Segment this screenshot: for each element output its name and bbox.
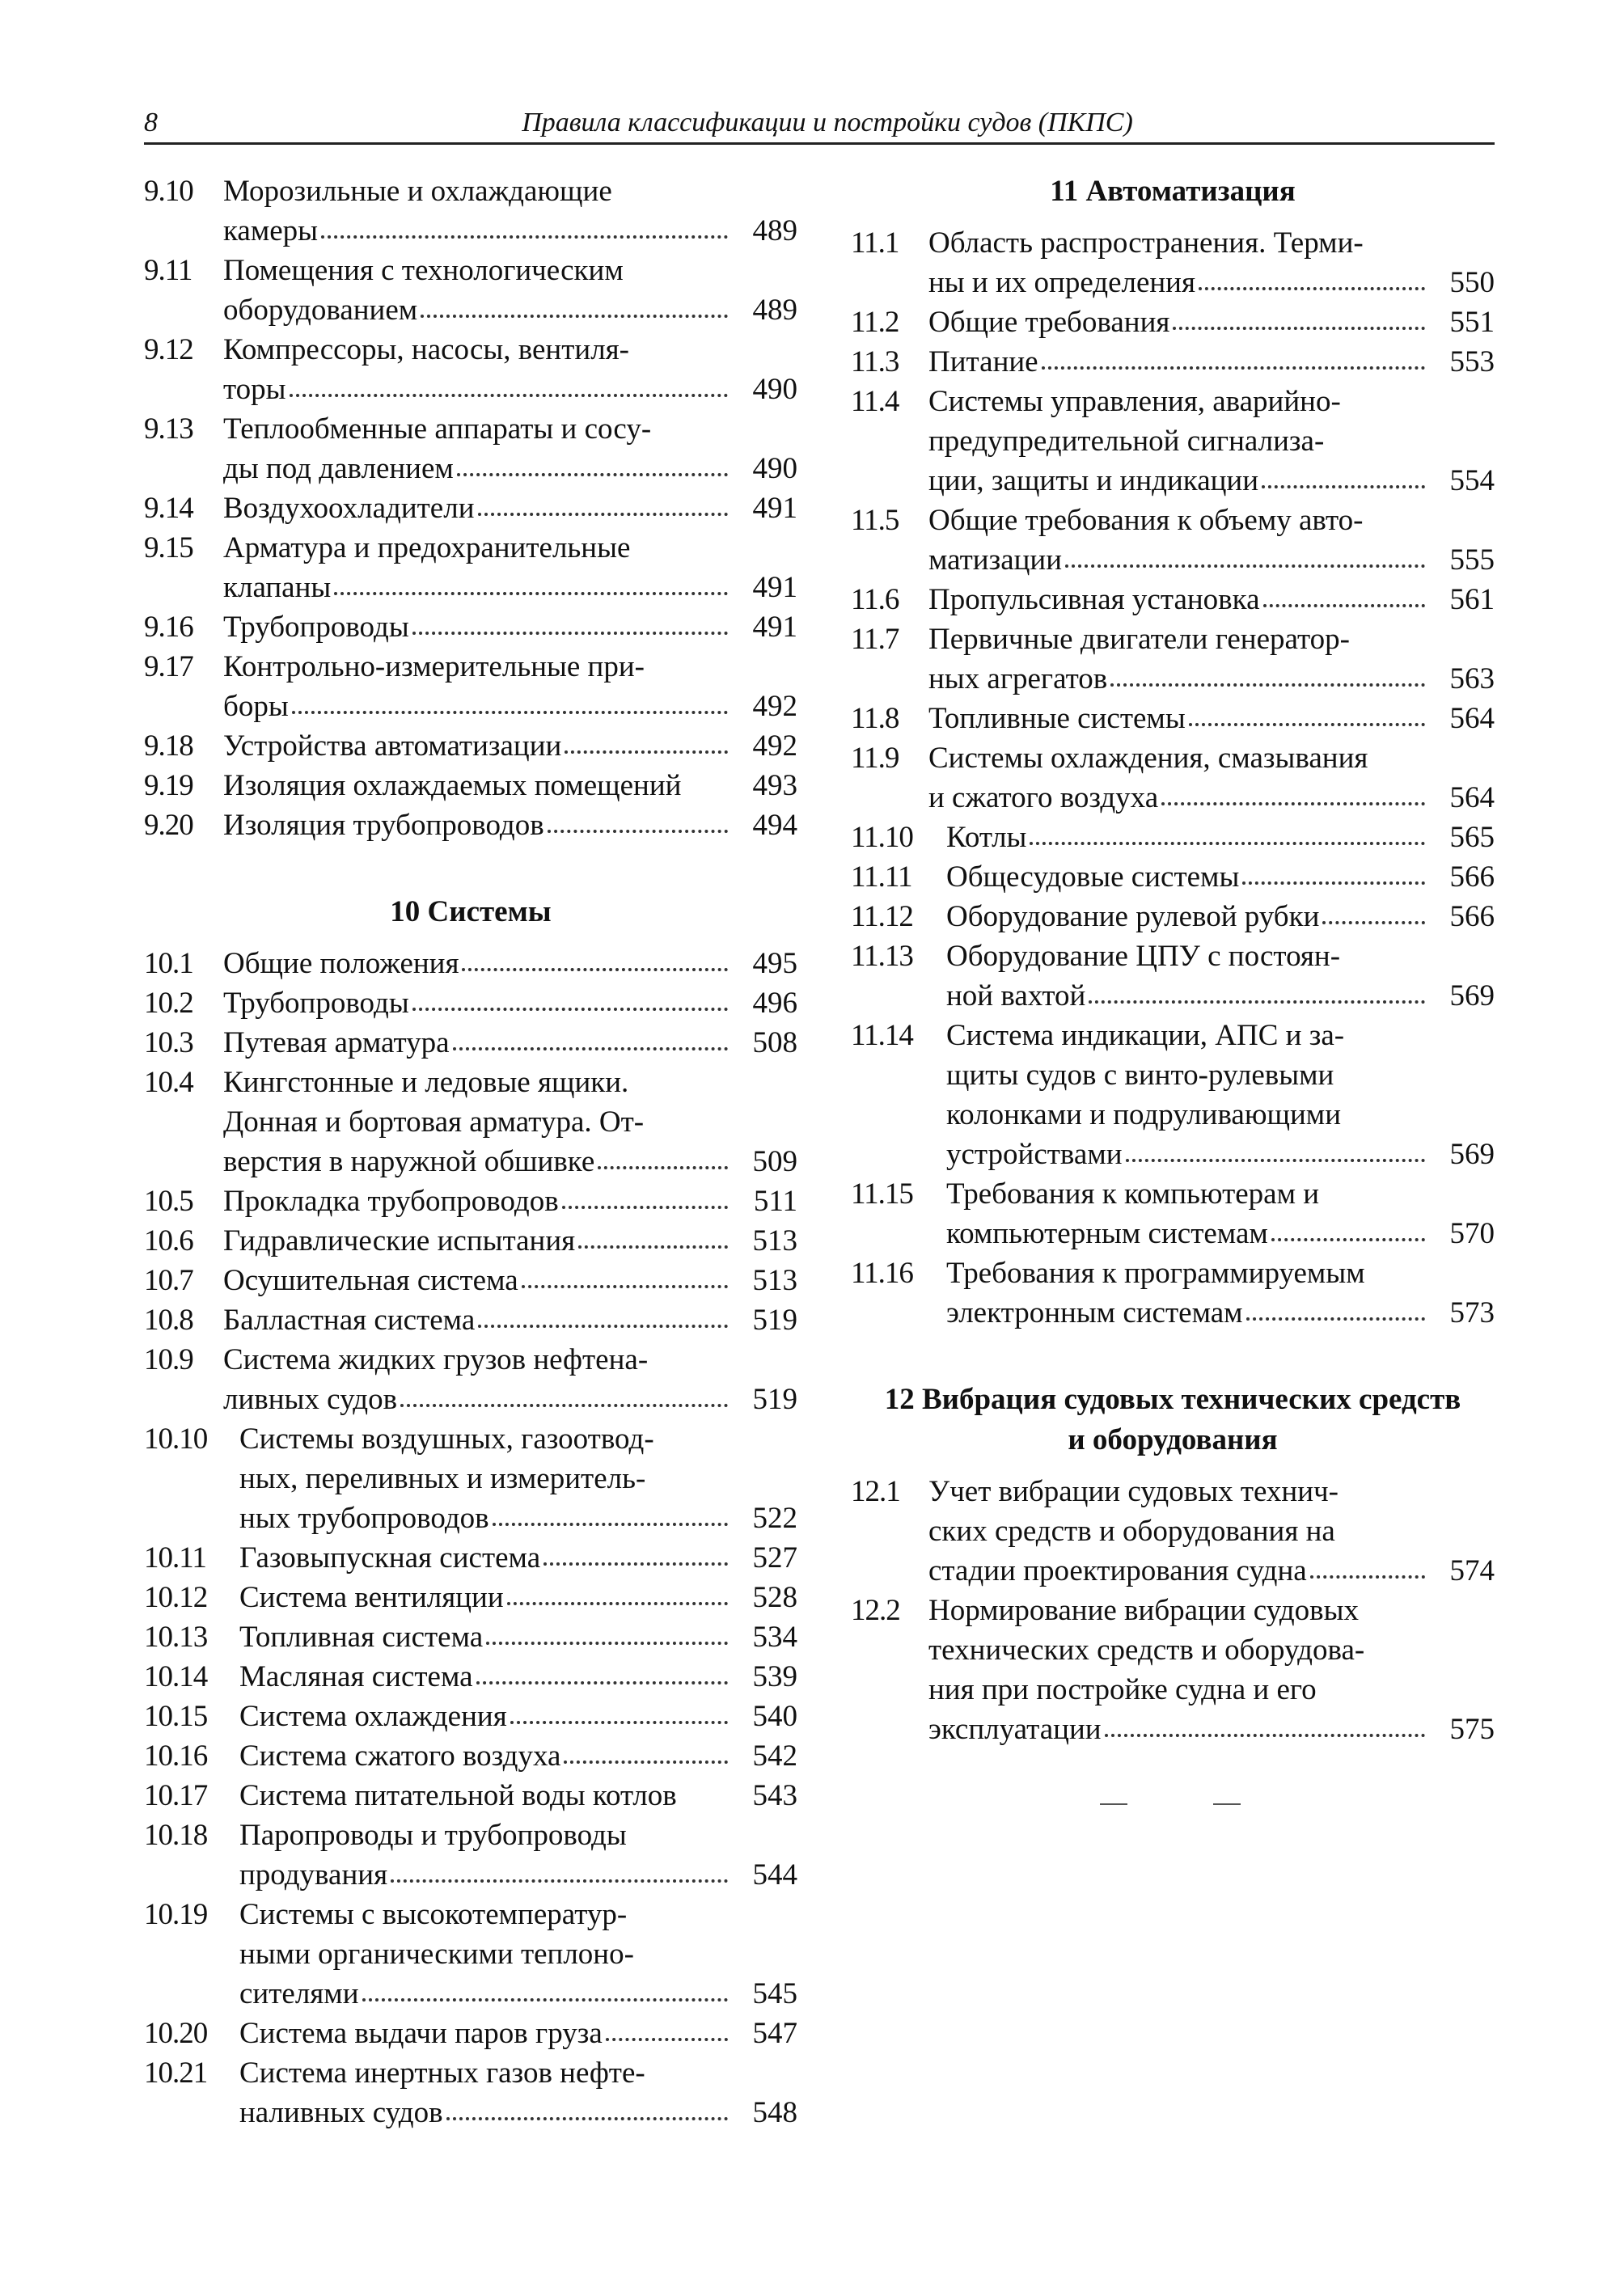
toc-entry [144,1419,797,1538]
toc-entry-page: 489 [752,294,797,327]
toc-entry-page: 561 [1449,583,1495,616]
toc-entry-number: 10.21 [144,2056,208,2090]
toc-entry-title-line: Система питательной воды котлов [239,1779,677,1812]
toc-entry-title-line: Помещения с технологическим [223,254,624,287]
toc-entry [144,171,797,251]
toc-entry-title-line: устройствами [946,1138,1123,1171]
toc-entry-page: 494 [752,809,797,842]
toc-entry [144,607,797,647]
toc-entry-title-line: клапаны [223,571,332,604]
toc-entry [144,1300,797,1340]
toc-entry-title-line: Требования к компьютерам и [946,1177,1320,1211]
toc-entry-page: 491 [752,492,797,525]
dot-leader [462,962,728,971]
toc-entry [144,726,797,766]
dot-leader [1042,360,1425,370]
dot-leader [478,1318,728,1328]
dot-leader [1199,281,1425,290]
toc-entry-title-line: ливных судов [223,1383,398,1416]
toc-entry-title-line: Котлы [946,821,1027,854]
toc-entry [144,1736,797,1776]
toc-entry-title-line: эксплуатации [928,1713,1102,1746]
dot-leader [680,1797,728,1803]
toc-entry [144,1815,797,1895]
toc-entry [851,580,1495,619]
toc-entry-page: 566 [1449,900,1495,933]
toc-entry-number: 10.6 [144,1224,193,1258]
toc-entry-number: 10.11 [144,1541,206,1575]
toc-entry-title-line: электронным системам [946,1296,1243,1329]
toc-entry-number: 11.11 [851,860,912,894]
toc-entry-title-line: Пропульсивная установка [928,583,1260,616]
dot-leader [1246,1311,1425,1321]
toc-entry-page: 540 [752,1700,797,1733]
end-mark [1100,1803,1245,1811]
toc-entry-title-line: Воздухоохладители [223,492,475,525]
toc-entry [144,1261,797,1300]
toc-list-section-11 [851,223,1495,1333]
toc-entry-title-line: Системы управления, аварийно- [928,385,1341,418]
toc-entry [851,382,1495,501]
toc-entry-title-line: Системы с высокотемператур- [239,1898,628,1931]
toc-entry [144,1063,797,1181]
toc-entry-number: 10.1 [144,947,193,980]
toc-entry-title-line: Газовыпускная система [239,1541,541,1575]
toc-entry-title-line: сителями [239,1977,359,2010]
toc-entry-title-line: Изоляция охлаждаемых помещений [223,769,682,802]
toc-entry-title-line: Система сжатого воздуха [239,1739,561,1773]
toc-entry-title-line: Балластная система [223,1304,476,1337]
toc-entry [144,1776,797,1815]
toc-entry-page: 570 [1449,1217,1495,1250]
toc-entry-title-line: Учет вибрации судовых технич- [928,1475,1339,1508]
toc-entry-page: 545 [752,1977,797,2010]
toc-entry-number: 9.16 [144,611,193,644]
toc-entry [144,2053,797,2132]
toc-entry-number: 11.1 [851,226,899,260]
dot-leader [1242,875,1425,885]
dot-leader [486,1635,728,1645]
toc-entry [851,342,1495,382]
toc-entry-number: 11.13 [851,940,913,973]
dot-leader [1322,915,1425,924]
toc-entry [144,983,797,1023]
dot-leader [1089,994,1425,1004]
toc-entry [144,1221,797,1261]
toc-entry-number: 10.17 [144,1779,208,1812]
toc-entry-number: 10.18 [144,1819,208,1852]
dot-leader [1189,716,1425,726]
toc-entry-title-line: Оборудование рулевой рубки [946,900,1320,933]
dot-leader [1173,320,1425,330]
section-12-title [851,1380,1495,1460]
toc-entry [144,251,797,330]
toc-entry-page: 564 [1449,702,1495,735]
toc-entry [851,619,1495,699]
toc-entry [851,1174,1495,1253]
dot-leader [412,625,728,635]
toc-entry [144,1181,797,1221]
toc-entry-page: 513 [752,1224,797,1258]
section-11-title: 11 Автоматизация [1050,175,1296,208]
toc-entry-page: 496 [752,987,797,1020]
dot-leader [1263,598,1426,607]
toc-entry-page: 564 [1449,781,1495,814]
toc-entry [144,1578,797,1617]
running-title: Правила классификации и постройки судов (ПКПС) [522,108,1133,137]
toc-entry-title-line: Изоляция трубопроводов [223,809,544,842]
toc-list-section-12 [851,1472,1495,1749]
toc-entry-title-line: боры [223,690,289,723]
toc-entry-number: 11.10 [851,821,913,854]
toc-entry-number: 10.7 [144,1264,193,1297]
toc-entry-title-line: Первичные двигатели генератор- [928,623,1350,656]
toc-entry-page: 553 [1449,345,1495,378]
toc-entry-number: 9.20 [144,809,193,842]
dot-leader [334,585,728,595]
toc-entry-title-line: ных трубопроводов [239,1502,489,1535]
toc-entry-title-line: ских средств и оборудования на [928,1515,1335,1548]
dot-leader [510,1714,728,1724]
toc-entry-title-line: Питание [928,345,1038,378]
toc-entry-title-line: Общесудовые системы [946,860,1240,894]
toc-entry-number: 10.9 [144,1343,193,1376]
toc-entry-number: 9.12 [144,333,193,366]
toc-entry-title-line: оборудованием [223,294,418,327]
toc-entry-page: 492 [752,729,797,763]
toc-entry-page: 534 [752,1621,797,1654]
toc-entry [144,805,797,845]
toc-entry-title-line: наливных судов [239,2096,443,2129]
toc-entry [851,1253,1495,1333]
toc-entry-page: 495 [752,947,797,980]
toc-entry-page: 519 [752,1383,797,1416]
toc-entry-page: 509 [752,1145,797,1178]
dot-leader [1030,835,1425,845]
toc-entry-title-line: Система вентиляции [239,1581,504,1614]
toc-entry-page: 513 [752,1264,797,1297]
toc-entry-number: 10.4 [144,1066,193,1099]
toc-entry [851,738,1495,818]
toc-entry-title-line: Контрольно-измерительные при- [223,650,645,683]
toc-entry-title-line: Область распространения. Терми- [928,226,1364,260]
toc-entry-title-line: Паропроводы и трубопроводы [239,1819,627,1852]
toc-entry-page: 574 [1449,1554,1495,1587]
toc-entry-title-line: Путевая арматура [223,1026,450,1059]
dot-leader [565,744,728,754]
toc-entry-page: 491 [752,611,797,644]
toc-entry-title-line: Трубопроводы [223,611,409,644]
toc-entry-number: 12.1 [851,1475,900,1508]
toc-entry [144,1340,797,1419]
dot-leader [684,787,728,793]
toc-entry [144,1023,797,1063]
dot-leader [493,1516,728,1526]
toc-entry [144,330,797,409]
dot-leader [598,1160,728,1169]
toc-entry [851,857,1495,897]
toc-entry-page: 565 [1449,821,1495,854]
dot-leader [606,2031,728,2041]
toc-entry [144,766,797,805]
toc-entry-title-line: Топливная система [239,1621,484,1654]
toc-entry-title-line: ных, переливных и измеритель- [239,1462,646,1495]
toc-entry-title-line: Нормирование вибрации судовых [928,1594,1359,1627]
toc-entry-page: 550 [1449,266,1495,299]
toc-entry [144,1657,797,1697]
dot-leader [362,1992,728,2001]
running-header [144,104,1495,145]
toc-entry-number: 10.14 [144,1660,208,1693]
toc-entry [144,488,797,528]
toc-entry-number: 10.15 [144,1700,208,1733]
toc-entry-title-line: продувания [239,1858,388,1892]
toc-entry-page: 490 [752,452,797,485]
toc-entry-title-line: торы [223,373,286,406]
right-column [851,171,1495,1749]
toc-entry [851,936,1495,1016]
toc-entry-title-line: Требования к программируемым [946,1257,1365,1290]
toc-entry-number: 11.4 [851,385,899,418]
toc-entry-number: 9.11 [144,254,192,287]
toc-entry [851,1472,1495,1591]
toc-entry-title-line: Осушительная система [223,1264,518,1297]
dot-leader [1065,558,1425,568]
section-10-title: 10 Системы [390,895,552,928]
toc-entry-title-line: верстия в наружной обшивке [223,1145,595,1178]
toc-entry-title-line: Общие положения [223,947,459,980]
toc-entry-title-line: Общие требования к объему авто- [928,504,1364,537]
toc-entry-number: 10.13 [144,1621,208,1654]
toc-entry-number: 9.19 [144,769,193,802]
toc-entry [144,1617,797,1657]
toc-entry-number: 11.12 [851,900,913,933]
toc-entry-page: 551 [1449,306,1495,339]
toc-entry-number: 10.10 [144,1422,208,1456]
toc-entry [144,944,797,983]
toc-entry-title-line: ны и их определения [928,266,1196,299]
toc-entry-number: 11.7 [851,623,899,656]
toc-entry-number: 12.2 [851,1594,900,1627]
toc-entry-number: 10.3 [144,1026,193,1059]
dot-leader [507,1596,728,1605]
toc-entry-title-line: ния при постройке судна и его [928,1673,1317,1706]
toc-entry-number: 9.10 [144,175,193,208]
dot-leader [578,1239,728,1249]
toc-entry-number: 11.5 [851,504,899,537]
dot-leader [548,823,728,833]
toc-entry-page: 542 [752,1739,797,1773]
toc-entry-number: 11.16 [851,1257,913,1290]
toc-entry [851,223,1495,302]
toc-entry [144,1697,797,1736]
toc-entry-page: 490 [752,373,797,406]
toc-entry-page: 563 [1449,662,1495,695]
toc-list-section-9 [144,171,797,845]
toc-entry-number: 10.5 [144,1185,193,1218]
toc-entry-title-line: Общие требования [928,306,1170,339]
toc-entry-page: 543 [752,1779,797,1812]
toc-entry-title-line: компьютерным системам [946,1217,1268,1250]
toc-entry [144,2014,797,2053]
toc-entry [851,1591,1495,1749]
toc-entry-number: 11.3 [851,345,899,378]
toc-entry-page: 555 [1449,543,1495,577]
toc-entry-page: 566 [1449,860,1495,894]
section-12-title-line-1: 12 Вибрация судовых технических средств [884,1383,1461,1416]
toc-entry [851,897,1495,936]
toc-entry-page: 554 [1449,464,1495,497]
toc-entry-page: 493 [752,769,797,802]
toc-entry-title-line: камеры [223,214,319,247]
toc-entry-page: 539 [752,1660,797,1693]
dot-leader [457,467,728,476]
toc-entry-title-line: технических средств и оборудова- [928,1634,1365,1667]
toc-entry-number: 11.8 [851,702,899,735]
toc-entry-title-line: Арматура и предохранительные [223,531,631,564]
toc-entry-page: 575 [1449,1713,1495,1746]
left-column [144,171,797,2132]
dot-leader [1161,796,1425,805]
toc-entry-title-line: Системы охлаждения, смазывания [928,742,1368,775]
dot-leader [412,1001,728,1011]
toc-entry-title-line: колонками и подруливающими [946,1098,1341,1131]
toc-entry-number: 9.17 [144,650,193,683]
toc-entry [144,409,797,488]
toc-entry-page: 573 [1449,1296,1495,1329]
toc-entry-title-line: Система индикации, АПС и за- [946,1019,1345,1052]
toc-entry-page: 569 [1449,979,1495,1012]
dot-leader [476,1675,728,1684]
toc-list-section-10 [144,944,797,2132]
toc-entry-page: 491 [752,571,797,604]
toc-entry-number: 10.16 [144,1739,208,1773]
toc-entry-title-line: Трубопроводы [223,987,409,1020]
toc-entry-title-line: Система выдачи паров груза [239,2017,603,2050]
toc-entry-title-line: Оборудование ЦПУ с постоян- [946,940,1341,973]
toc-entry-page: 544 [752,1858,797,1892]
toc-entry-number: 10.12 [144,1581,208,1614]
toc-entry-number: 11.2 [851,306,899,339]
toc-entry-number: 10.19 [144,1898,208,1931]
dot-leader [1310,1569,1425,1579]
toc-entry-page: 508 [752,1026,797,1059]
dot-leader [1105,1727,1425,1737]
toc-entry-page: 547 [752,2017,797,2050]
toc-entry-title-line: ной вахтой [946,979,1086,1012]
page-number: 8 [144,108,158,137]
toc-entry-page: 519 [752,1304,797,1337]
dot-leader [478,506,729,516]
toc-entry [851,501,1495,580]
toc-entry-page: 492 [752,690,797,723]
dot-leader [446,2111,728,2120]
dot-leader [1262,479,1425,488]
dot-leader [1110,677,1425,687]
toc-entry-title-line: Кингстонные и ледовые ящики. [223,1066,629,1099]
toc-entry [144,1538,797,1578]
toc-entry-title-line: матизации [928,543,1063,577]
toc-entry [851,699,1495,738]
dot-leader [564,1754,728,1764]
toc-entry-title-line: Системы воздушных, газоотвод- [239,1422,654,1456]
toc-entry-title-line: щиты судов с винто-рулевыми [946,1059,1334,1092]
toc-entry-title-line: Компрессоры, насосы, вентиля- [223,333,629,366]
toc-entry-title-line: ды под давлением [223,452,454,485]
toc-entry-title-line: Топливные системы [928,702,1186,735]
dot-leader [400,1397,728,1407]
toc-entry-number: 9.15 [144,531,193,564]
toc-entry-number: 10.20 [144,2017,208,2050]
toc-entry-number: 10.8 [144,1304,193,1337]
dot-leader [421,308,728,318]
toc-entry-number: 9.13 [144,412,193,446]
toc-entry-number: 11.15 [851,1177,913,1211]
dot-leader [543,1556,728,1566]
dot-leader [453,1041,728,1050]
toc-entry-title-line: Система инертных газов нефте- [239,2056,645,2090]
toc-entry-title-line: предупредительной сигнализа- [928,425,1325,458]
toc-entry-title-line: Устройства автоматизации [223,729,562,763]
toc-entry-title-line: ными органическими теплоно- [239,1938,634,1971]
toc-entry-page: 489 [752,214,797,247]
dot-leader [522,1279,728,1288]
toc-entry-title-line: Прокладка трубопроводов [223,1185,559,1218]
toc-entry-page: 511 [753,1185,797,1218]
toc-entry-title-line: Гидравлические испытания [223,1224,576,1258]
toc-entry [144,1895,797,2014]
toc-entry-number: 11.9 [851,742,899,775]
toc-entry-title-line: стадии проектирования судна [928,1554,1307,1587]
toc-entry [144,528,797,607]
toc-entry-title-line: Масляная система [239,1660,473,1693]
toc-entry-page: 527 [752,1541,797,1575]
toc-entry-title-line: ных агрегатов [928,662,1108,695]
toc-entry-title-line: Система жидких грузов нефтена- [223,1343,649,1376]
toc-entry [851,818,1495,857]
toc-entry-title-line: Донная и бортовая арматура. От- [223,1105,645,1139]
dot-leader [292,704,728,714]
toc-entry-page: 522 [752,1502,797,1535]
toc-entry-title-line: Система охлаждения [239,1700,507,1733]
dot-leader [321,229,728,239]
toc-entry-number: 10.2 [144,987,193,1020]
toc-entry-number: 9.14 [144,492,193,525]
section-12-title-line-2: и оборудования [1068,1423,1278,1456]
dot-leader [1126,1152,1425,1162]
toc-entry-title-line: ции, защиты и индикации [928,464,1259,497]
toc-entry-title-line: Теплообменные аппараты и сосу- [223,412,652,446]
toc-entry [851,1016,1495,1174]
toc-entry-number: 11.14 [851,1019,913,1052]
dot-leader [290,387,728,397]
toc-entry-title-line: Морозильные и охлаждающие [223,175,612,208]
dot-leader [1271,1232,1425,1241]
dot-leader [562,1199,728,1209]
toc-entry-page: 569 [1449,1138,1495,1171]
toc-entry-page: 528 [752,1581,797,1614]
toc-entry [144,647,797,726]
dot-leader [391,1873,728,1883]
toc-entry-title-line: и сжатого воздуха [928,781,1159,814]
toc-entry-number: 9.18 [144,729,193,763]
toc-entry-number: 11.6 [851,583,899,616]
toc-entry [851,302,1495,342]
toc-entry-page: 548 [752,2096,797,2129]
